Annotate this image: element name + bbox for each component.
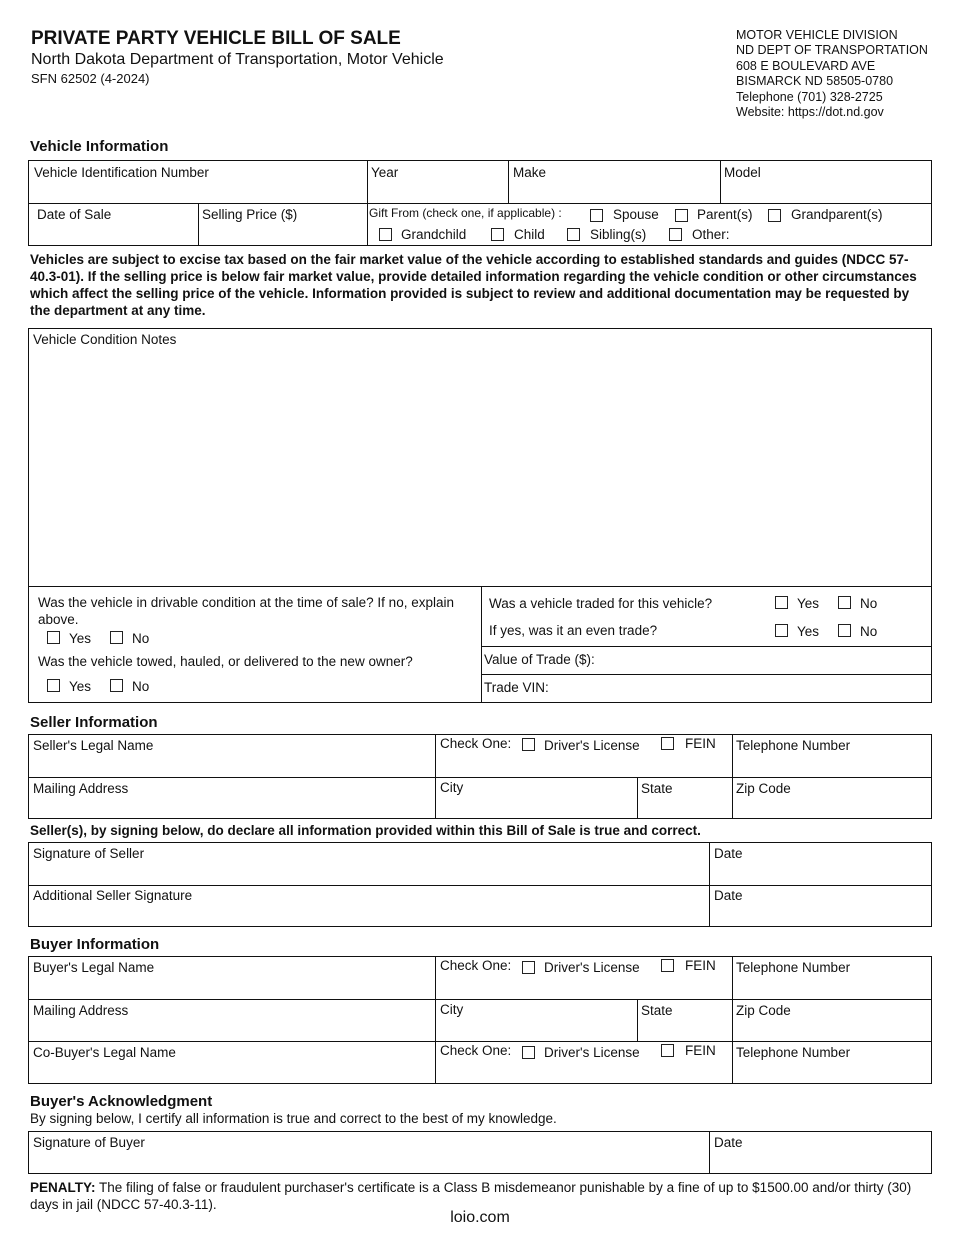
buyer-dl-checkbox[interactable]	[522, 961, 535, 974]
towed-no-checkbox[interactable]	[110, 679, 123, 692]
trade-vin-field[interactable]: Trade VIN:	[484, 680, 549, 695]
penalty-notice	[30, 1179, 930, 1213]
agency-line: Telephone (701) 328-2725	[736, 89, 883, 104]
gift-option-label: Grandchild	[401, 227, 467, 242]
selling-price-field[interactable]: Selling Price ($)	[202, 207, 298, 222]
seller-section-title: Seller Information	[30, 714, 158, 731]
vin-field[interactable]: Vehicle Identification Number	[34, 165, 209, 180]
traded-question: Was a vehicle traded for this vehicle?	[489, 596, 713, 611]
divider	[29, 999, 931, 1000]
divider	[732, 957, 733, 1083]
even-trade-yes-checkbox[interactable]	[775, 624, 788, 637]
agency-line: 608 E BOULEVARD AVE	[736, 58, 876, 73]
seller-state-field[interactable]: State	[641, 781, 673, 796]
form-title: PRIVATE PARTY VEHICLE BILL OF SALE	[31, 28, 401, 49]
additional-seller-signature-field[interactable]: Additional Seller Signature	[33, 888, 193, 903]
gift-option-label: Grandparent(s)	[791, 207, 883, 222]
condition-table	[28, 328, 932, 703]
buyer-section-title: Buyer Information	[30, 936, 160, 953]
cobuyer-dl-checkbox[interactable]	[522, 1046, 535, 1059]
buyer-city-field[interactable]: City	[440, 1002, 464, 1017]
divider	[637, 999, 638, 1041]
gift-option-label: Child	[514, 227, 545, 242]
gift-child-checkbox[interactable]	[491, 228, 504, 241]
divider	[29, 885, 931, 886]
buyer-phone-field[interactable]: Telephone Number	[736, 960, 851, 975]
divider	[481, 646, 931, 647]
divider	[29, 203, 931, 204]
seller-phone-field[interactable]: Telephone Number	[736, 738, 851, 753]
year-field[interactable]: Year	[371, 165, 399, 180]
yes-label: Yes	[69, 631, 92, 646]
agency-line: BISMARCK ND 58505-0780	[736, 74, 894, 89]
penalty-text: The filing of false or fraudulent purchaser's certificate is a Class B misdemeanor punishable by a fine of up to $1500.00 and/or thirty (30) days in jail (NDCC 57-40.3-11).	[30, 1180, 912, 1212]
gift-grandchild-checkbox[interactable]	[379, 228, 392, 241]
model-field[interactable]: Model	[724, 165, 761, 180]
fein-label: FEIN	[685, 736, 716, 751]
check-one-label: Check One:	[440, 958, 512, 973]
buyer-state-field[interactable]: State	[641, 1003, 673, 1018]
agency-line: ND DEPT OF TRANSPORTATION	[736, 43, 928, 58]
seller-city-field[interactable]: City	[440, 780, 464, 795]
no-label: No	[132, 679, 150, 694]
traded-yes-checkbox[interactable]	[775, 596, 788, 609]
fein-label: FEIN	[685, 958, 716, 973]
gift-option-label: Spouse	[613, 207, 659, 222]
ack-text: By signing below, I certify all information is true and correct to the best of my knowledge.	[30, 1111, 557, 1126]
cobuyer-fein-checkbox[interactable]	[661, 1044, 674, 1057]
divider	[508, 161, 509, 203]
drivers-license-label: Driver's License	[544, 1045, 640, 1060]
divider	[29, 586, 931, 587]
agency-line: MOTOR VEHICLE DIVISION	[736, 28, 898, 42]
yes-label: Yes	[797, 596, 820, 611]
fein-label: FEIN	[685, 1043, 716, 1058]
yes-label: Yes	[797, 624, 820, 639]
agency-line: Website: https://dot.nd.gov	[736, 105, 884, 120]
form-number: SFN 62502 (4-2024)	[31, 71, 150, 86]
even-trade-no-checkbox[interactable]	[838, 624, 851, 637]
vehicle-section-title: Vehicle Information	[30, 138, 169, 155]
trade-value-field[interactable]: Value of Trade ($):	[484, 652, 595, 667]
buyer-name-field[interactable]: Buyer's Legal Name	[33, 960, 155, 975]
buyer-fein-checkbox[interactable]	[661, 959, 674, 972]
gift-from-label: Gift From (check one, if applicable) :	[369, 206, 562, 220]
cobuyer-phone-field[interactable]: Telephone Number	[736, 1045, 851, 1060]
agency-address	[736, 28, 928, 120]
gift-option-label: Parent(s)	[697, 207, 753, 222]
drivable-yes-checkbox[interactable]	[47, 631, 60, 644]
divider	[29, 777, 931, 778]
gift-sibling-checkbox[interactable]	[567, 228, 580, 241]
seller-address-field[interactable]: Mailing Address	[33, 781, 129, 796]
date-of-sale-field[interactable]: Date of Sale	[37, 207, 112, 222]
drivers-license-label: Driver's License	[544, 960, 640, 975]
seller-signature-field[interactable]: Signature of Seller	[33, 846, 145, 861]
gift-parents-checkbox[interactable]	[675, 209, 688, 222]
towed-yes-checkbox[interactable]	[47, 679, 60, 692]
seller-fein-checkbox[interactable]	[661, 737, 674, 750]
traded-no-checkbox[interactable]	[838, 596, 851, 609]
seller-dl-checkbox[interactable]	[522, 738, 535, 751]
buyer-info-table	[28, 956, 932, 1084]
gift-option-label: Sibling(s)	[590, 227, 647, 242]
drivable-no-checkbox[interactable]	[110, 631, 123, 644]
divider	[481, 674, 931, 675]
buyer-signature-table	[28, 1131, 932, 1174]
make-field[interactable]: Make	[513, 165, 547, 180]
additional-seller-date-field[interactable]: Date	[714, 888, 743, 903]
even-trade-question: If yes, was it an even trade?	[489, 623, 658, 638]
excise-tax-notice: Vehicles are subject to excise tax based on the fair market value of the vehicle according to established standards and guides (NDCC 57-40.3-01). If the selling price is below fair market value, provide detailed information regarding the vehicle condition or other circumstances which affect the selling price of the vehicle. Information provided is subject to review and additional documentation may be requested by the department at any time.	[30, 252, 917, 318]
no-label: No	[132, 631, 150, 646]
gift-grandparents-checkbox[interactable]	[768, 209, 781, 222]
drivable-question: Was the vehicle in drivable condition at the time of sale? If no, explain above.	[38, 595, 454, 627]
gift-option-label: Other:	[692, 227, 730, 242]
buyer-signature-date-field[interactable]: Date	[714, 1135, 743, 1150]
gift-other-checkbox[interactable]	[669, 228, 682, 241]
seller-signature-date-field[interactable]: Date	[714, 846, 743, 861]
seller-declaration: Seller(s), by signing below, do declare all information provided within this Bill of Sale is true and correct.	[30, 823, 701, 838]
department-name: North Dakota Department of Transportation, Motor Vehicle	[31, 51, 444, 68]
drivers-license-label: Driver's License	[544, 738, 640, 753]
check-one-label: Check One:	[440, 736, 512, 751]
divider	[720, 161, 721, 203]
divider	[435, 957, 436, 1083]
seller-signature-table	[28, 842, 932, 927]
seller-zip-field[interactable]: Zip Code	[736, 781, 791, 796]
ack-section-title: Buyer's Acknowledgment	[30, 1093, 213, 1110]
gift-spouse-checkbox[interactable]	[590, 209, 603, 222]
check-one-label: Check One:	[440, 1043, 512, 1058]
divider	[709, 1132, 710, 1173]
divider	[367, 161, 368, 245]
buyer-signature-field[interactable]: Signature of Buyer	[33, 1135, 145, 1150]
divider	[198, 203, 199, 245]
divider	[732, 735, 733, 818]
divider	[637, 777, 638, 818]
footer-watermark: loio.com	[450, 1209, 510, 1226]
towed-question: Was the vehicle towed, hauled, or delivered to the new owner?	[38, 654, 413, 669]
condition-notes-field[interactable]: Vehicle Condition Notes	[33, 332, 177, 347]
divider	[29, 1041, 931, 1042]
no-label: No	[860, 624, 878, 639]
divider	[435, 735, 436, 818]
no-label: No	[860, 596, 878, 611]
cobuyer-name-field[interactable]: Co-Buyer's Legal Name	[33, 1045, 176, 1060]
buyer-zip-field[interactable]: Zip Code	[736, 1003, 791, 1018]
yes-label: Yes	[69, 679, 92, 694]
buyer-address-field[interactable]: Mailing Address	[33, 1003, 129, 1018]
divider	[709, 843, 710, 926]
penalty-label: PENALTY:	[30, 1180, 96, 1195]
divider	[481, 586, 482, 702]
seller-name-field[interactable]: Seller's Legal Name	[33, 738, 154, 753]
